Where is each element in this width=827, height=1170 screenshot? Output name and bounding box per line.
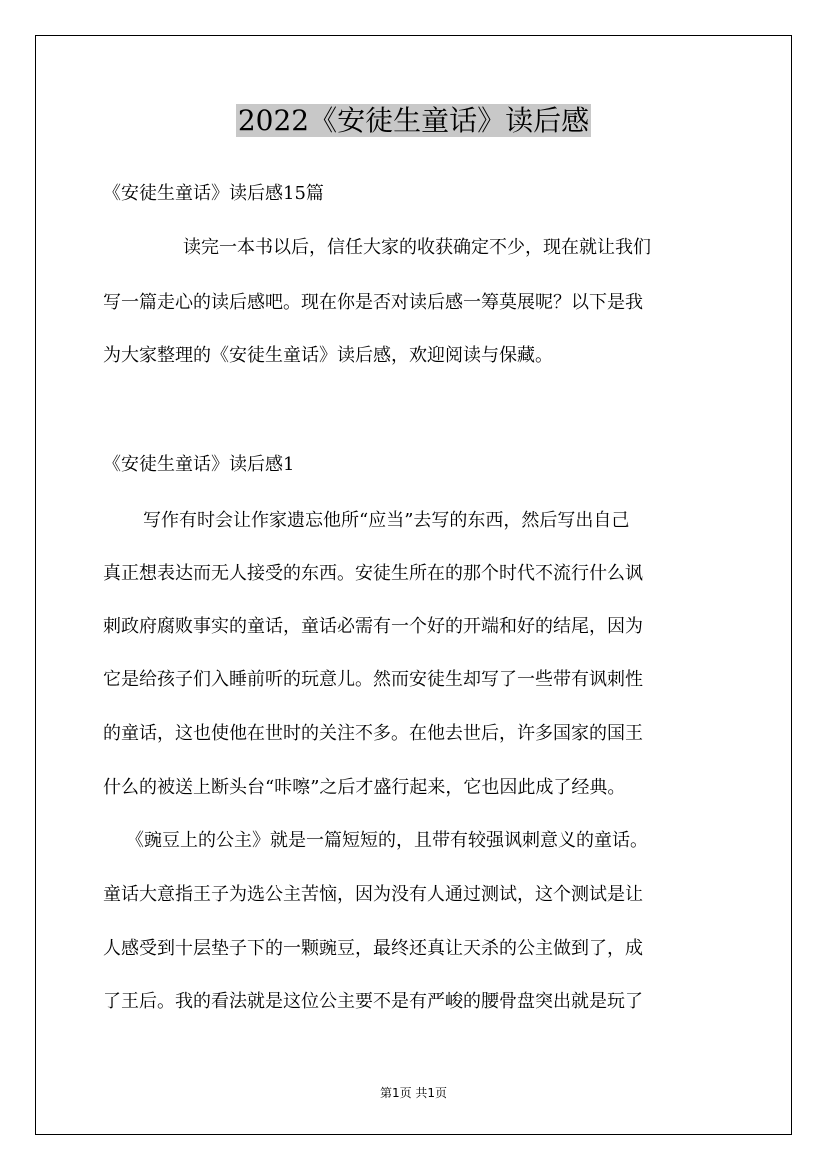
section-heading: 《安徒生童话》读后感1 (103, 454, 295, 475)
intro-line: 为大家整理的《安徒生童话》读后感，欢迎阅读与保藏。 (103, 345, 553, 366)
body-line: 人感受到十层垫子下的一颗豌豆，最终还真让天杀的公主做到了，成 (103, 938, 643, 959)
body-line: 的童话，这也使他在世时的关注不多。在他去世后，许多国家的国王 (103, 723, 643, 744)
body-line: 写作有时会让作家遗忘他所“应当”去写的东西，然后写出自己 (143, 510, 630, 531)
page-footer: 第1页 共1页 (379, 1086, 448, 1100)
document-title (0, 100, 827, 142)
document-subtitle: 《安徒生童话》读后感15篇 (103, 183, 324, 204)
intro-line: 读完一本书以后，信任大家的收获确定不少，现在就让我们 (183, 237, 651, 258)
body-line: 童话大意指王子为选公主苦恼，因为没有人通过测试，这个测试是让 (103, 884, 643, 905)
body-line: 了王后。我的看法就是这位公主要不是有严峻的腰骨盘突出就是玩了 (103, 991, 643, 1012)
body-line: 《豌豆上的公主》就是一篇短短的，且带有较强讽刺意义的童话。 (126, 830, 648, 851)
body-line: 真正想表达而无人接受的东西。安徒生所在的那个时代不流行什么讽 (103, 563, 643, 584)
body-line: 它是给孩子们入睡前听的玩意儿。然而安徒生却写了一些带有讽刺性 (103, 669, 643, 690)
body-line: 刺政府腐败事实的童话，童话必需有一个好的开端和好的结尾，因为 (103, 616, 643, 637)
body-line: 什么的被送上断头台“咔嚓”之后才盛行起来，它也因此成了经典。 (103, 777, 626, 798)
document-title-text: 2022《安徒生童话》读后感 (237, 104, 590, 137)
intro-line: 写一篇走心的读后感吧。现在你是否对读后感一筹莫展呢？以下是我 (103, 292, 643, 313)
